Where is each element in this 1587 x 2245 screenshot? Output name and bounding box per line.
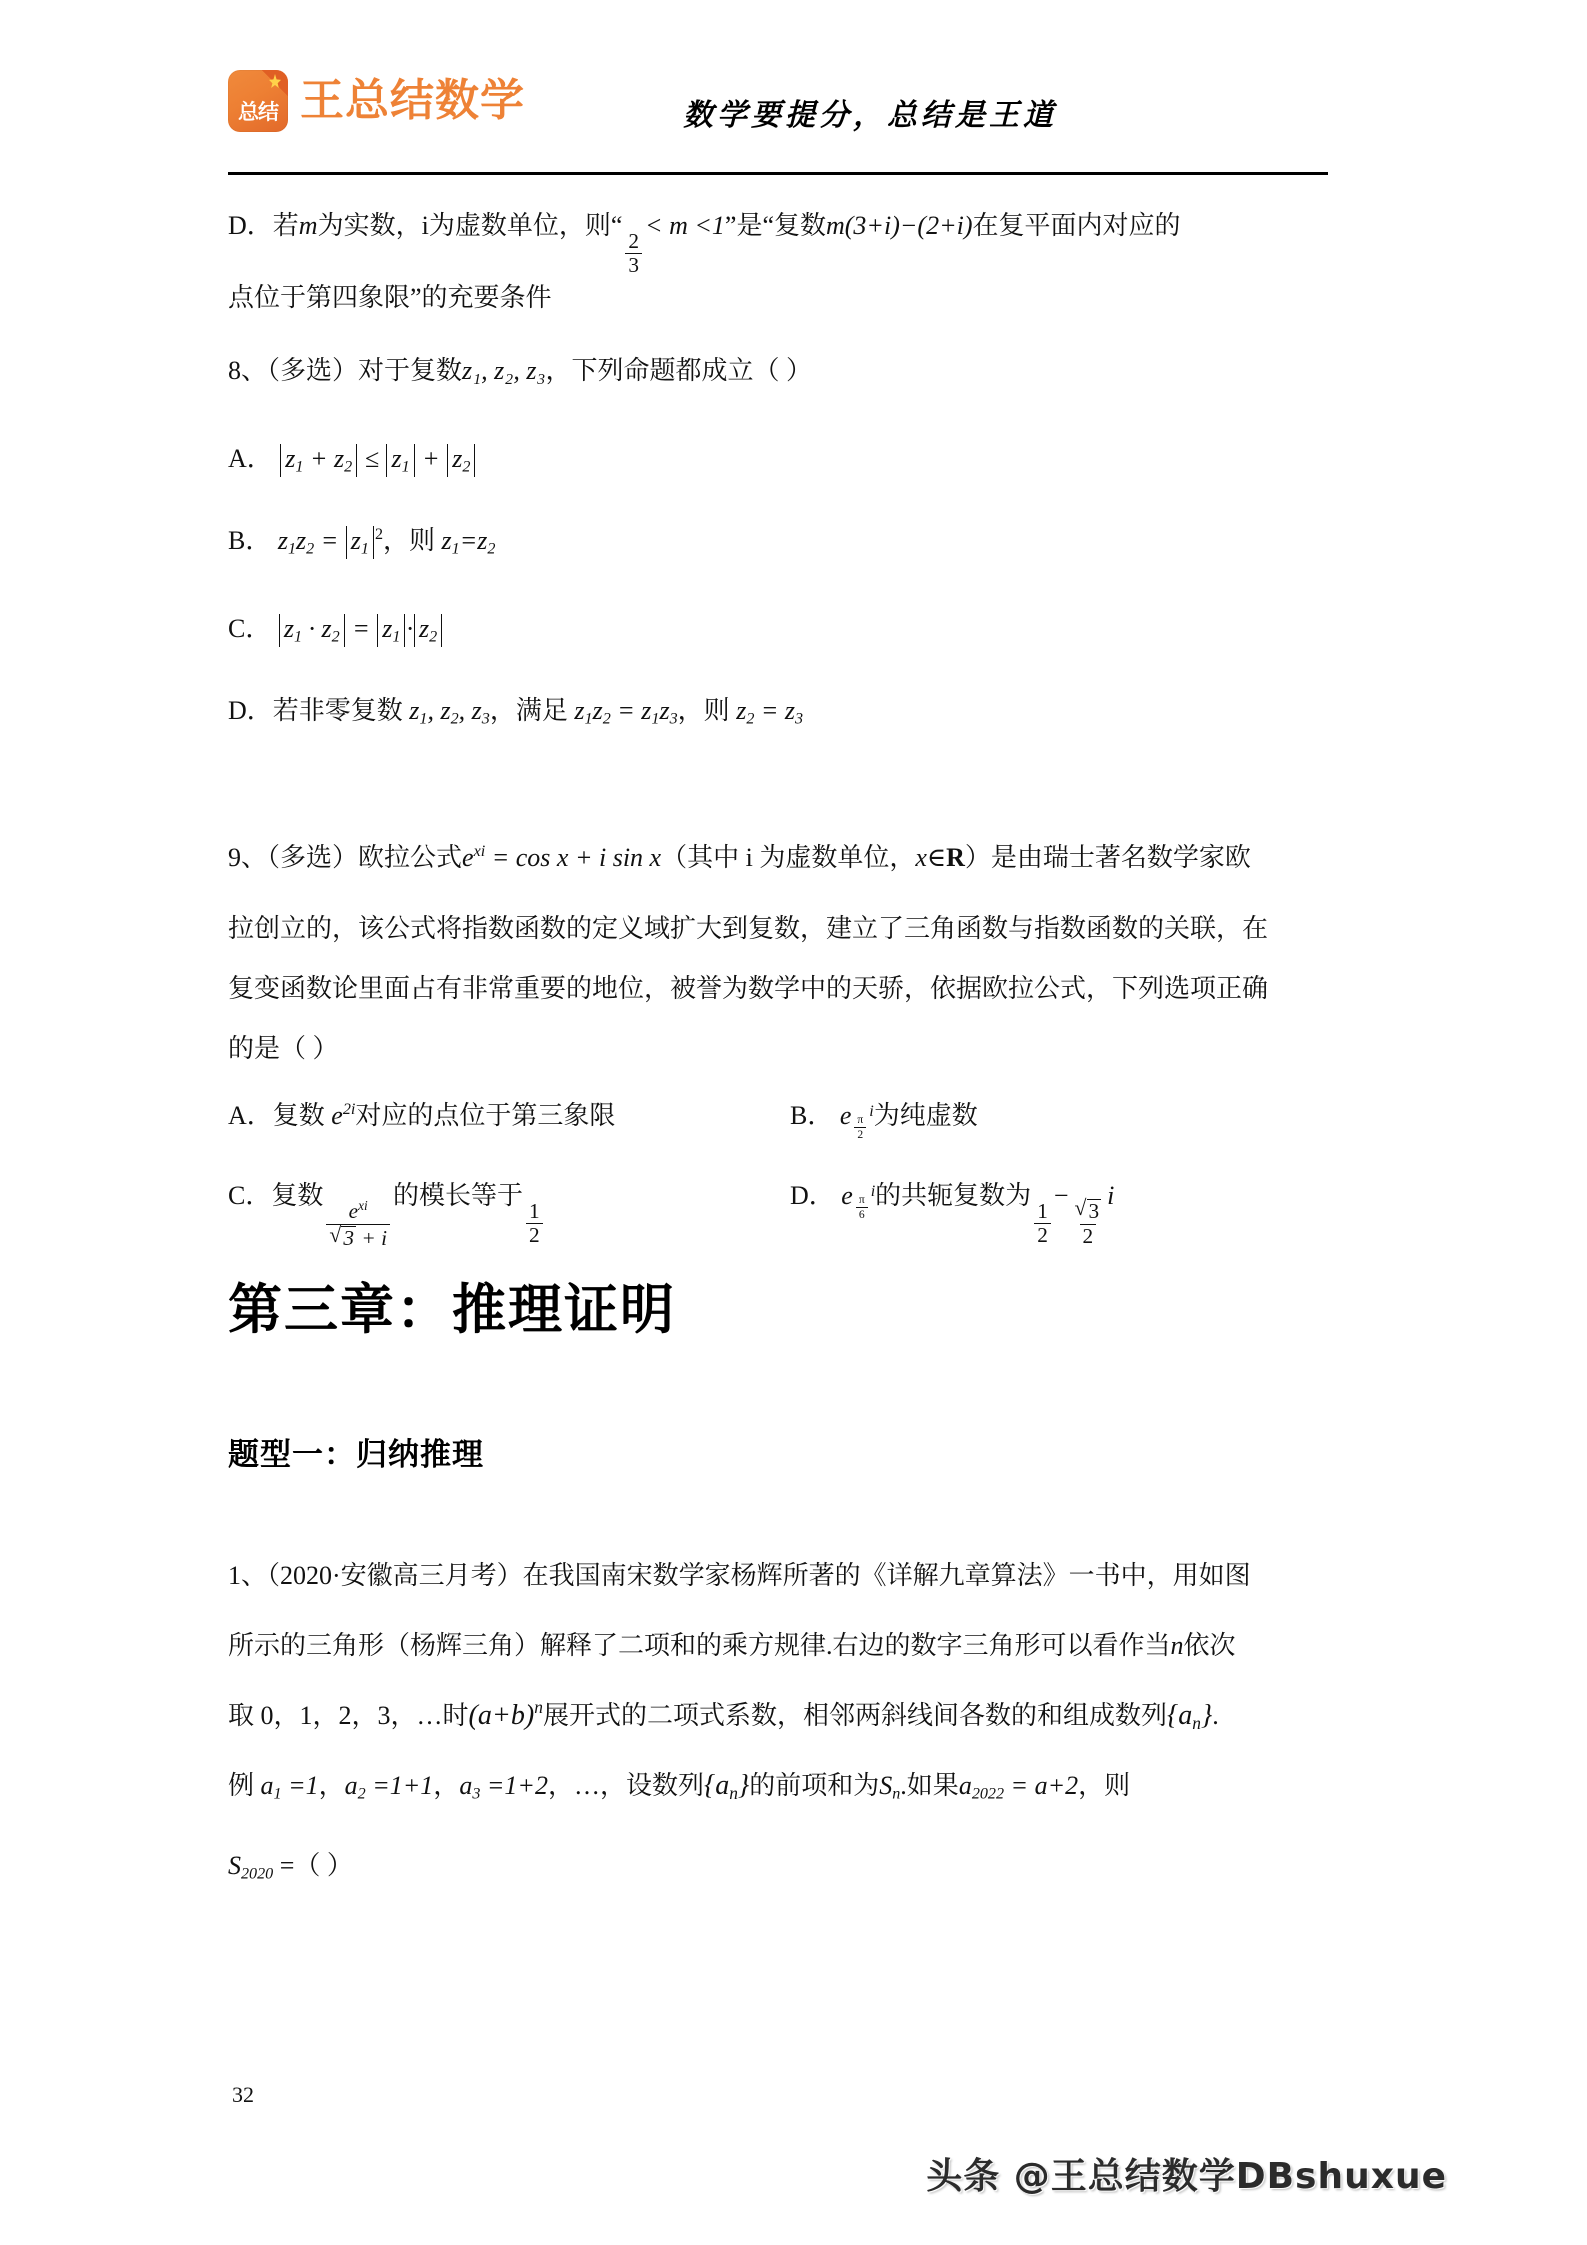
q8-stem-suffix: ，下列命题都成立（ ）: [545, 356, 813, 385]
q7d-expression: m(3+i)−(2+i): [826, 211, 973, 240]
q9-euler-formula: $e^{xi} = \cos x + i$ sin x: [462, 843, 662, 872]
q1-a3: $a_3 =1+2$: [459, 1771, 548, 1803]
q9d-post: 的共轭复数为: [875, 1181, 1032, 1210]
q9-option-c: [228, 1175, 546, 1250]
logo-mark-icon: [228, 70, 288, 132]
q9d-value2: [1072, 1199, 1105, 1248]
q8d-vars: $z_1$, $z_2$, $z_3$: [409, 696, 490, 728]
q1-sep1: ，: [318, 1771, 345, 1800]
q9-stem-line3: 复变函数论里面占有非常重要的地位，被誉为数学中的天骄，依据欧拉公式，下列选项正确: [228, 974, 1269, 1003]
q7d-text1: 若: [272, 211, 299, 240]
q1-line5-tail: =（ ）: [273, 1851, 353, 1880]
q8d-eq1: $z_1z_2 = z_1z_3$: [574, 696, 678, 728]
q7d-fraction: [625, 228, 642, 277]
q9d-value1: [1034, 1198, 1051, 1247]
q7d-label: D．: [228, 211, 273, 240]
q8-option-c: [228, 608, 443, 647]
q9c-frac-num: $e^{xi}$: [348, 1198, 368, 1224]
q9c-fraction: [326, 1199, 390, 1250]
q9c-post: 的模长等于: [392, 1181, 523, 1210]
q9a-expr: $e^{2i}$: [324, 1101, 356, 1130]
q9-stem-line1: [228, 837, 1251, 874]
q9a-post: 对应的点位于第三象限: [355, 1101, 616, 1130]
q8-stem-prefix: 8、（多选）对于复数: [228, 356, 463, 385]
q8b-conj: ，则: [383, 526, 442, 555]
q1-line1: 1、（2020·安徽高三月考）在我国南宋数学家杨辉所著的《详解九章算法》一书中，用如图: [228, 1561, 1251, 1590]
watermark: 头条 @王总结数学DBshuxue: [926, 2156, 1447, 2197]
q7d-text5: 在复平面内对应的: [972, 211, 1181, 240]
q1-line4-a: 例: [228, 1771, 255, 1800]
q9d-v2-num: √ 3: [1072, 1199, 1105, 1224]
q9b-post: 为纯虚数: [873, 1101, 978, 1130]
chapter-title: 第三章：推理证明: [228, 1278, 676, 1341]
q1-a1: $a_1 =1$: [254, 1771, 319, 1803]
q8-option-a: [228, 438, 476, 477]
q8c-formula: $z_1 \cdot z_2 = z_1 \cdot z_2$: [271, 614, 443, 643]
q1-sn: $S_n$: [879, 1771, 901, 1803]
q9-option-a: [228, 1095, 615, 1132]
q1-line4-e: ，则: [1078, 1771, 1131, 1800]
q1-line3-a: 取 0，1，2，3，…时: [228, 1701, 469, 1730]
q8-stem-vars: z₁, z₂, z₃: [462, 356, 546, 385]
header-divider: [228, 172, 1328, 175]
q8-option-b: [228, 520, 495, 559]
q1-line4-d: .如果: [900, 1771, 959, 1800]
q9c-value-num: 1: [529, 1198, 540, 1223]
q9c-pre: 复数: [271, 1181, 324, 1210]
q1-line4: [228, 1765, 1130, 1804]
q8d-eq2: $z_2 = z_3$: [736, 696, 804, 728]
q7-option-d-line1: [228, 205, 1181, 276]
q8a-formula: $z_1 + z_2 \le z_1 + z_2$: [273, 444, 477, 473]
q9-line1-b: （其中 i 为虚数单位，: [661, 843, 916, 872]
q9d-v1-num: 1: [1037, 1198, 1048, 1223]
q1-line3: [228, 1695, 1219, 1734]
q7d-var-i: i: [421, 211, 429, 240]
q1-line2-a: 所示的三角形（杨辉三角）解释了二项和的乘方规律.右边的数字三角形可以看作当: [228, 1631, 1171, 1660]
q8a-label: A．: [228, 444, 273, 473]
q1-sep2: ，: [433, 1771, 460, 1800]
q9b-expr: e $^{\frac{\pi}{2} i}$: [833, 1101, 874, 1141]
q8d-text2: ，满足: [489, 696, 575, 725]
q8b-result: $z_1=z_2$: [441, 526, 496, 558]
q9-stem-line2: 拉创立的，该公式将指数函数的定义域扩大到复数，建立了三角函数与指数函数的关联，在: [228, 914, 1269, 943]
logo-wordmark: 王总结数学: [300, 75, 525, 126]
q1-line2-var: n: [1170, 1631, 1184, 1660]
q9d-expr: e $^{\frac{\pi}{6} i}$: [834, 1181, 876, 1221]
q1-line2-b: 依次: [1183, 1631, 1236, 1660]
q1-binomial-expr: $(a+b)^n$: [468, 1697, 543, 1731]
brand-logo: [228, 70, 525, 132]
q7d-inequality: < m <1: [645, 211, 725, 240]
q9-domain: x∈R: [915, 843, 965, 872]
q9-option-b: [790, 1095, 978, 1140]
q1-a2022: $a_{2022} = a+2$: [958, 1771, 1079, 1803]
q1-seq-an-2: $\{a_n\}$: [704, 1770, 750, 1803]
q9c-label: C．: [228, 1181, 272, 1210]
q7d-frac-num: 2: [628, 228, 640, 253]
q7d-text4: ”是“复数: [724, 211, 826, 240]
q1-sep3: ，: [547, 1771, 574, 1800]
q9-stem-line4: 的是（ ）: [228, 1034, 339, 1063]
question-type-title: 题型一：归纳推理: [228, 1437, 484, 1473]
q8d-text1: 若非零复数: [272, 696, 410, 725]
page-header: [228, 68, 1328, 144]
q1-line2: [228, 1625, 1236, 1662]
q1-a2: $a_2 =1+1$: [344, 1771, 434, 1803]
q7d-text2: 为实数，: [317, 211, 422, 240]
q8d-text3: ，则: [677, 696, 737, 725]
q9-option-d: [790, 1175, 1114, 1247]
q8-stem: [228, 350, 812, 387]
logo-badge-text: 总结: [238, 101, 278, 124]
q9d-label: D．: [790, 1181, 835, 1210]
q9a-pre: 复数: [272, 1101, 325, 1130]
q9d-tail: i: [1107, 1181, 1115, 1210]
q1-line4-b: …，设数列: [573, 1771, 704, 1800]
page-number: 32: [232, 2082, 254, 2107]
q9d-minus: −: [1053, 1181, 1069, 1210]
q1-line4-c: 的前项和为: [749, 1771, 880, 1800]
header-tagline: 数学要提分，总结是王道: [683, 99, 1057, 132]
q9-line1-a: 9、（多选）欧拉公式: [228, 843, 463, 872]
q7-option-d-line2: 点位于第四象限”的充要条件: [228, 283, 552, 312]
q8b-formula: $z_1z_2 = z_1^2$: [271, 526, 384, 558]
q1-s2020: $S_{2020}$: [228, 1851, 274, 1883]
q7d-text3: 为虚数单位，则“: [428, 211, 623, 240]
q9b-label: B．: [790, 1101, 834, 1130]
q9d-v2-den: 2: [1080, 1224, 1097, 1247]
q1-line3-b: 展开式的二项式系数，相邻两斜线间各数的和组成数列: [542, 1701, 1167, 1730]
q9c-value: [526, 1198, 543, 1247]
q8b-label: B．: [228, 526, 272, 555]
q9c-value-den: 2: [526, 1223, 543, 1246]
q9-line1-c: ）是由瑞士著名数学家欧: [964, 843, 1251, 872]
q8d-label: D．: [228, 696, 273, 725]
q9c-frac-den: √ 3 + i: [326, 1224, 390, 1250]
q1-line5: [228, 1845, 353, 1884]
q8-option-d: [228, 690, 803, 729]
q9a-label: A．: [228, 1101, 273, 1130]
q8c-label: C．: [228, 614, 272, 643]
q9d-v1-den: 2: [1034, 1223, 1051, 1246]
q1-line3-c: .: [1212, 1701, 1219, 1730]
q7d-var-m: m: [298, 211, 318, 240]
q7d-frac-den: 3: [625, 253, 642, 276]
q1-seq-an: $\{a_n\}$: [1167, 1700, 1213, 1733]
